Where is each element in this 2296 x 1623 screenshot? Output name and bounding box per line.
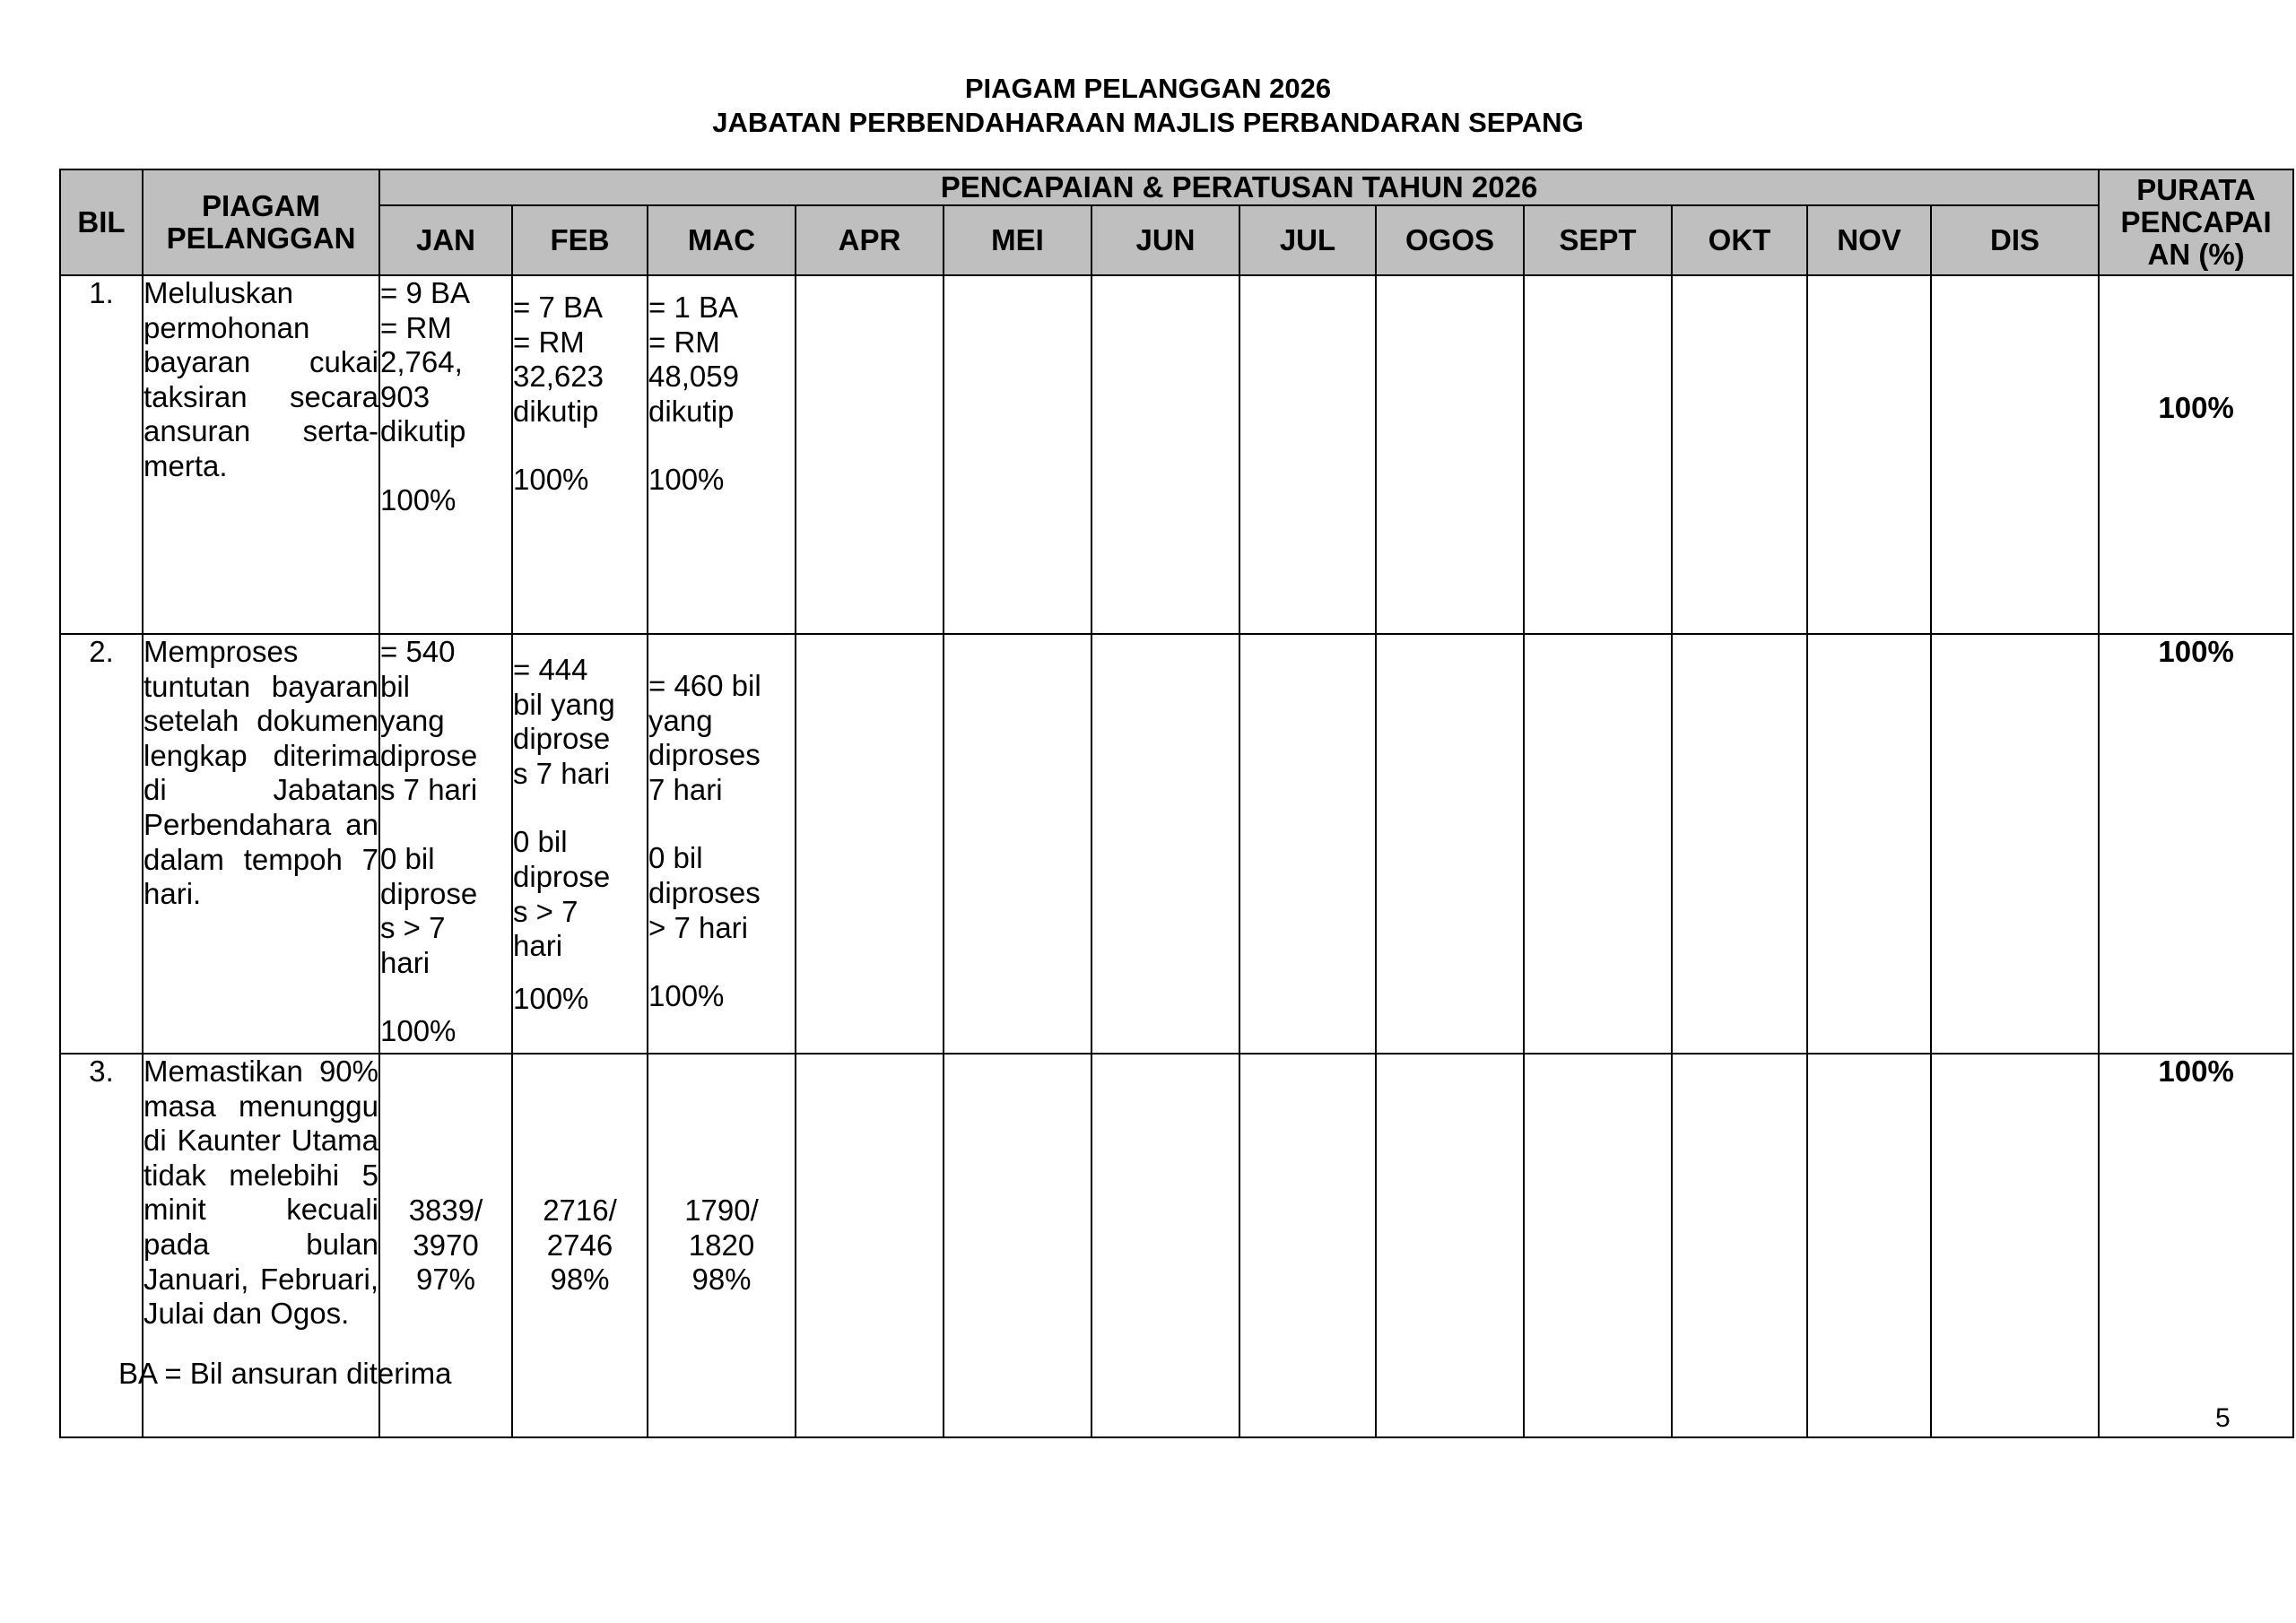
row-bil: 1. <box>60 275 143 634</box>
row-description: Memastikan 90% masa menunggu di Kaunter Utama tidak melebihi 5 minit kecuali pada bulan Januari, Februari, Julai dan Ogos. <box>143 1054 379 1437</box>
cell-mei <box>944 634 1091 1054</box>
cell-sept <box>1524 275 1672 634</box>
cell-mei <box>944 275 1091 634</box>
header-pencapaian-group: PENCAPAIAN & PERATUSAN TAHUN 2026 <box>379 169 2099 205</box>
cell-purata: 100% <box>2099 1054 2293 1437</box>
cell-value: = 540 bil yang diprose s 7 hari <box>380 635 478 807</box>
cell-jan <box>379 275 512 634</box>
cell-late: 0 bil diprose s > 7 hari <box>513 825 611 963</box>
cell-apr <box>796 634 944 1054</box>
cell-jul <box>1239 1054 1376 1437</box>
row-bil: 3. <box>60 1054 143 1437</box>
header-month-mac: MAC <box>648 205 796 275</box>
cell-okt <box>1672 634 1807 1054</box>
cell-dis <box>1931 1054 2099 1437</box>
cell-jun <box>1091 634 1239 1054</box>
cell-jul <box>1239 634 1376 1054</box>
cell-mac <box>648 1054 796 1437</box>
page-title: PIAGAM PELANGGAN 2026 <box>964 73 1332 104</box>
header-month-jun: JUN <box>1091 205 1239 275</box>
table-row <box>60 275 2293 634</box>
cell-percent: 100% <box>513 981 589 1015</box>
cell-value: 1790/ 1820 98% <box>684 1193 759 1297</box>
cell-mac <box>648 634 796 1054</box>
table-row <box>60 634 2293 1054</box>
cell-ogos <box>1376 1054 1524 1437</box>
cell-value: = 444 bil yang diprose s 7 hari <box>513 653 615 790</box>
cell-okt <box>1672 275 1807 634</box>
cell-late: 0 bil diproses > 7 hari <box>648 841 761 944</box>
cell-percent: 100% <box>648 463 725 497</box>
header-month-dis: DIS <box>1931 205 2099 275</box>
cell-late: 0 bil diprose s > 7 hari <box>380 841 478 979</box>
page-number: 5 <box>2215 1403 2231 1433</box>
cell-value: = 7 BA = RM 32,623 dikutip <box>513 291 604 428</box>
header-purata: PURATA PENCAPAI AN (%) <box>2099 169 2293 275</box>
header-month-jan: JAN <box>379 205 512 275</box>
row-description: Memproses tuntutan bayaran setelah dokumen lengkap diterima di Jabatan Perbendahara an dalam tempoh 7 hari. <box>143 634 379 1054</box>
page-subtitle: JABATAN PERBENDAHARAAN MAJLIS PERBANDARAN SEPANG <box>712 107 1584 138</box>
header-piagam-pelanggan: PIAGAM PELANGGAN <box>143 169 379 275</box>
cell-purata: 100% <box>2099 275 2293 634</box>
cell-nov <box>1807 275 1931 634</box>
cell-nov <box>1807 634 1931 1054</box>
cell-jun <box>1091 275 1239 634</box>
cell-ogos <box>1376 275 1524 634</box>
cell-percent: 100% <box>648 979 725 1013</box>
cell-jul <box>1239 275 1376 634</box>
cell-jan <box>379 634 512 1054</box>
cell-okt <box>1672 1054 1807 1437</box>
header-month-sept: SEPT <box>1524 205 1672 275</box>
cell-mei <box>944 1054 1091 1437</box>
cell-percent: 100% <box>380 482 457 516</box>
cell-dis <box>1931 275 2099 634</box>
header-month-jul: JUL <box>1239 205 1376 275</box>
cell-percent: 100% <box>513 463 589 497</box>
header-month-okt: OKT <box>1672 205 1807 275</box>
cell-dis <box>1931 634 2099 1054</box>
cell-mac <box>648 275 796 634</box>
cell-purata: 100% <box>2099 634 2293 1054</box>
cell-value: = 460 bil yang diproses 7 hari <box>648 669 761 806</box>
cell-value: = 1 BA = RM 48,059 dikutip <box>648 291 739 428</box>
cell-value: 2716/ 2746 98% <box>543 1193 617 1297</box>
cell-nov <box>1807 1054 1931 1437</box>
cell-percent: 100% <box>380 1014 457 1048</box>
cell-jun <box>1091 1054 1239 1437</box>
header-month-ogos: OGOS <box>1376 205 1524 275</box>
cell-value: = 9 BA = RM 2,764, 903 dikutip <box>380 276 470 448</box>
header-month-mei: MEI <box>944 205 1091 275</box>
header-month-nov: NOV <box>1807 205 1931 275</box>
cell-sept <box>1524 634 1672 1054</box>
row-bil: 2. <box>60 634 143 1054</box>
cell-apr <box>796 275 944 634</box>
row-description: Meluluskan permohonan bayaran cukai taksiran secara ansuran serta-merta. <box>143 275 379 634</box>
cell-feb <box>512 275 648 634</box>
cell-feb <box>512 1054 648 1437</box>
cell-feb <box>512 634 648 1054</box>
cell-ogos <box>1376 634 1524 1054</box>
cell-value: 3839/ 3970 97% <box>408 1193 483 1297</box>
header-month-feb: FEB <box>512 205 648 275</box>
header-bil: BIL <box>60 169 143 275</box>
footnote: BA = Bil ansuran diterima <box>118 1357 452 1390</box>
cell-sept <box>1524 1054 1672 1437</box>
cell-apr <box>796 1054 944 1437</box>
header-month-apr: APR <box>796 205 944 275</box>
customer-charter-table <box>59 169 2294 1438</box>
